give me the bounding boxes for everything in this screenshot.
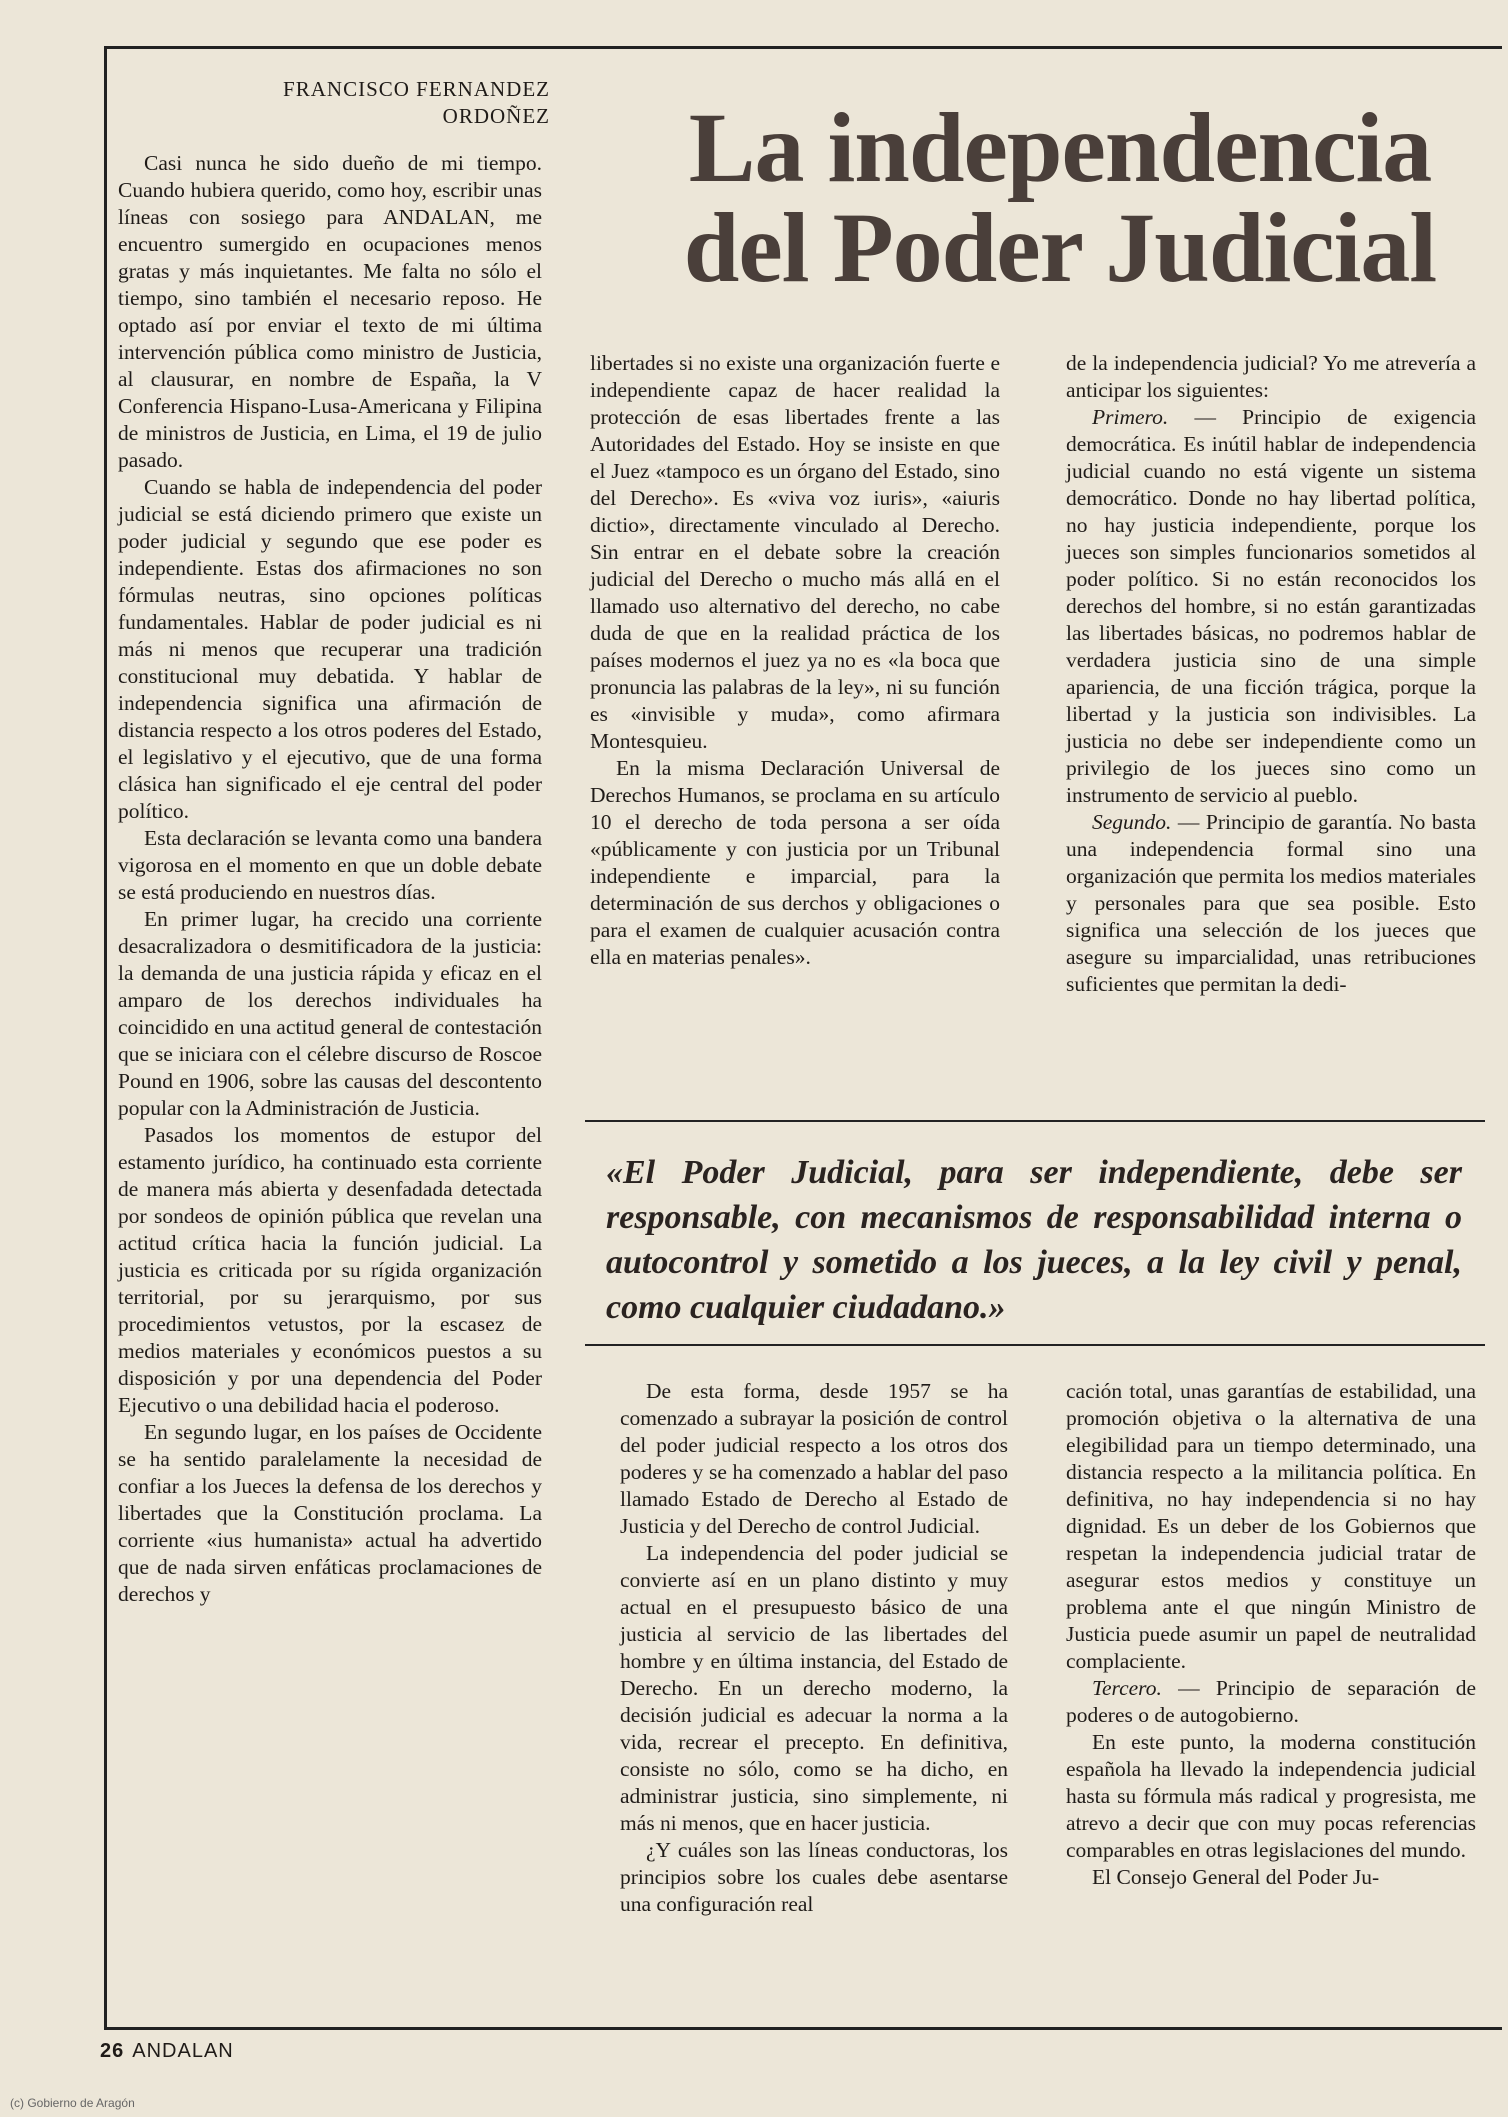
text-column-2 bbox=[590, 350, 1000, 971]
paragraph: La independencia del poder judicial se convierte así en un plano distinto y muy actual en el presupuesto básico de una justicia al servicio de las libertades del hombre y en última instancia, del Estado de Derecho. En un derecho moderno, la decisión judicial es adecuar la norma a la vida, recrear el precepto. En definitiva, consiste no sólo, como se ha dicho, en administrar justicia, sino simplemente, ni más ni menos, que en hacer justicia. bbox=[620, 1541, 1008, 1835]
paragraph: En la misma Declaración Universal de Derechos Humanos, se proclama en su artículo 10 el derecho de toda persona a ser oída «públicamente y con justicia por un Tribunal independiente e imparcial, para la determinación de sus derchos y obligaciones o para el examen de cualquier acusación contra ella en materias penales». bbox=[590, 756, 1000, 969]
pullquote-bottom-rule bbox=[585, 1344, 1485, 1346]
paragraph bbox=[1066, 809, 1476, 998]
paragraph: ¿Y cuáles son las líneas conductoras, los principios sobre los cuales debe asentarse una configuración real bbox=[620, 1838, 1008, 1916]
text-column-4 bbox=[620, 1378, 1008, 1918]
author-line-2: ORDOÑEZ bbox=[442, 104, 550, 128]
author-byline bbox=[250, 76, 550, 130]
pullquote: «El Poder Judicial, para ser independiente, debe ser responsable, con mecanismos de responsabilidad interna o autocontrol y sometido a los jueces, a la ley civil y penal, como cualquier ciudadano.» bbox=[606, 1154, 1462, 1326]
text-column-3 bbox=[1066, 350, 1476, 998]
copyright-credit: (c) Gobierno de Aragón bbox=[10, 2096, 135, 2110]
segundo-text: — Principio de garantía. No basta una independencia formal sino una organización que permita los medios materiales y personales para que sea posible. Esto significa una selección de los jueces que asegure su imparcialidad, unas retribuciones suficientes que permitan la dedi- bbox=[1066, 810, 1476, 996]
segundo-label: Segundo. bbox=[1092, 810, 1172, 834]
primero-text: — Principio de exigencia democrática. Es inútil hablar de independencia judicial cuando no está vigente un sistema democrático. Donde no hay libertad política, no hay justicia independiente, porque los jueces son simples funcionarios sometidos al poder político. Si no están reconocidos los derechos del hombre, si no están garantizadas las libertades básicas, no podremos hablar de verdadera justicia sino de una simple apariencia, de una ficción trágica, porque la libertad y la justicia son indivisibles. La justicia no debe ser independiente como un privilegio de los jueces sino como un instrumento de servicio al pueblo. bbox=[1066, 405, 1476, 807]
primero-label: Primero. bbox=[1092, 405, 1169, 429]
article-headline bbox=[680, 92, 1440, 303]
magazine-name: ANDALAN bbox=[132, 2040, 234, 2062]
paragraph: libertades si no existe una organización fuerte e independiente capaz de hacer realidad la protección de esas libertades frente a las Autoridades del Estado. Hoy se insiste en que el Juez «tampoco es un órgano del Estado, sino del Derecho». Es «viva voz iuris», «aiuris dictio», directamente vinculado al Derecho. Sin entrar en el debate sobre la creación judicial del Derecho o mucho más allá en el llamado uso alternativo del derecho, no cabe duda de que en la realidad práctica de los países modernos el juez ya no es «la boca que pronuncia las palabras de la ley», ni su función es «invisible y muda», como afirmara Montesquieu. bbox=[590, 351, 1000, 753]
paragraph: Casi nunca he sido dueño de mi tiempo. Cuando hubiera querido, como hoy, escribir unas líneas con sosiego para ANDALAN, me encuentro sumergido en ocupaciones menos gratas y más inquietantes. Me falta no sólo el tiempo, sino también el necesario reposo. He optado así por enviar el texto de mi última intervención pública como ministro de Justicia, al clausurar, en nombre de España, la V Conferencia Hispano-Lusa-Americana y Filipina de ministros de Justicia, en Lima, el 19 de julio pasado. bbox=[118, 151, 542, 472]
paragraph: De esta forma, desde 1957 se ha comenzado a subrayar la posición de control del poder judicial respecto a los otros dos poderes y se ha comenzado a hablar del paso llamado Estado de Derecho al Estado de Justicia y del Derecho de control Judicial. bbox=[620, 1379, 1008, 1538]
paragraph: Pasados los momentos de estupor del estamento jurídico, ha continuado esta corriente de manera más abierta y desenfadada detectada por sondeos de opinión pública que revelan una actitud crítica hacia la función judicial. La justicia es criticada por su rígida organización territorial, por su jerarquismo, por sus procedimientos vetustos, por la escasez de medios materiales y económicos puestos a su disposición y por una dependencia del Poder Ejecutivo o una debilidad hacia el poderoso. bbox=[118, 1123, 542, 1417]
tercero-label: Tercero. bbox=[1092, 1676, 1162, 1700]
paragraph: El Consejo General del Poder Ju- bbox=[1092, 1865, 1380, 1889]
paragraph: En este punto, la moderna constitución española ha llevado la independencia judicial hasta su fórmula más radical y progresista, me atrevo a decir que con muy pocas referencias comparables en otras legislaciones del mundo. bbox=[1066, 1730, 1476, 1862]
page-footer bbox=[100, 2040, 234, 2063]
author-line-1: FRANCISCO FERNANDEZ bbox=[283, 77, 550, 101]
paragraph bbox=[1066, 1675, 1476, 1729]
paragraph: cación total, unas garantías de estabilidad, una promoción objetiva o la alternativa de una elegibilidad para un tiempo determinado, una distancia respecto a la militancia política. En definitiva, no hay independencia si no hay dignidad. Es un deber de los Gobiernos que respetan la independencia judicial tratar de asegurar estos medios y constituye un problema ante el que ningún Ministro de Justicia puede asumir un papel de neutralidad complaciente. bbox=[1066, 1379, 1476, 1673]
tercero-text: — Principio de separación de poderes o de autogobierno. bbox=[1066, 1676, 1476, 1727]
headline-line-2: del Poder Judicial bbox=[683, 192, 1437, 303]
text-column-5 bbox=[1066, 1378, 1476, 1891]
paragraph: En segundo lugar, en los países de Occidente se ha sentido paralelamente la necesidad de confiar a los Jueces la defensa de los derechos y libertades que la Constitución proclama. La corriente «ius humanista» actual ha advertido que de nada sirven enfáticas proclamaciones de derechos y bbox=[118, 1420, 542, 1606]
paragraph: de la independencia judicial? Yo me atrevería a anticipar los siguientes: bbox=[1066, 351, 1476, 402]
text-column-1 bbox=[118, 150, 542, 1608]
pullquote-top-rule bbox=[585, 1120, 1485, 1122]
page-number: 26 bbox=[100, 2040, 125, 2062]
paragraph bbox=[1066, 404, 1476, 809]
paragraph: En primer lugar, ha crecido una corriente desacralizadora o desmitificadora de la justicia: la demanda de una justicia rápida y eficaz en el amparo de los derechos individuales ha coincidido en una actitud general de contestación que se iniciara con el célebre discurso de Roscoe Pound en 1906, sobre las causas del descontento popular con la Administración de Justicia. bbox=[118, 907, 542, 1120]
paragraph: Cuando se habla de independencia del poder judicial se está diciendo primero que existe un poder judicial y segundo que ese poder es independiente. Estas dos afirmaciones no son fórmulas neutras, sino opciones políticas fundamentales. Hablar de poder judicial es ni más ni menos que recuperar una tradición constitucional muy debatida. Y hablar de independencia significa una afirmación de distancia respecto a los otros poderes del Estado, el legislativo y el ejecutivo, que de una forma clásica han significado el eje central del poder político. bbox=[118, 475, 542, 823]
paragraph: Esta declaración se levanta como una bandera vigorosa en el momento en que un doble debate se está produciendo en nuestros días. bbox=[118, 826, 542, 904]
headline-line-1: La independencia bbox=[688, 92, 1432, 203]
